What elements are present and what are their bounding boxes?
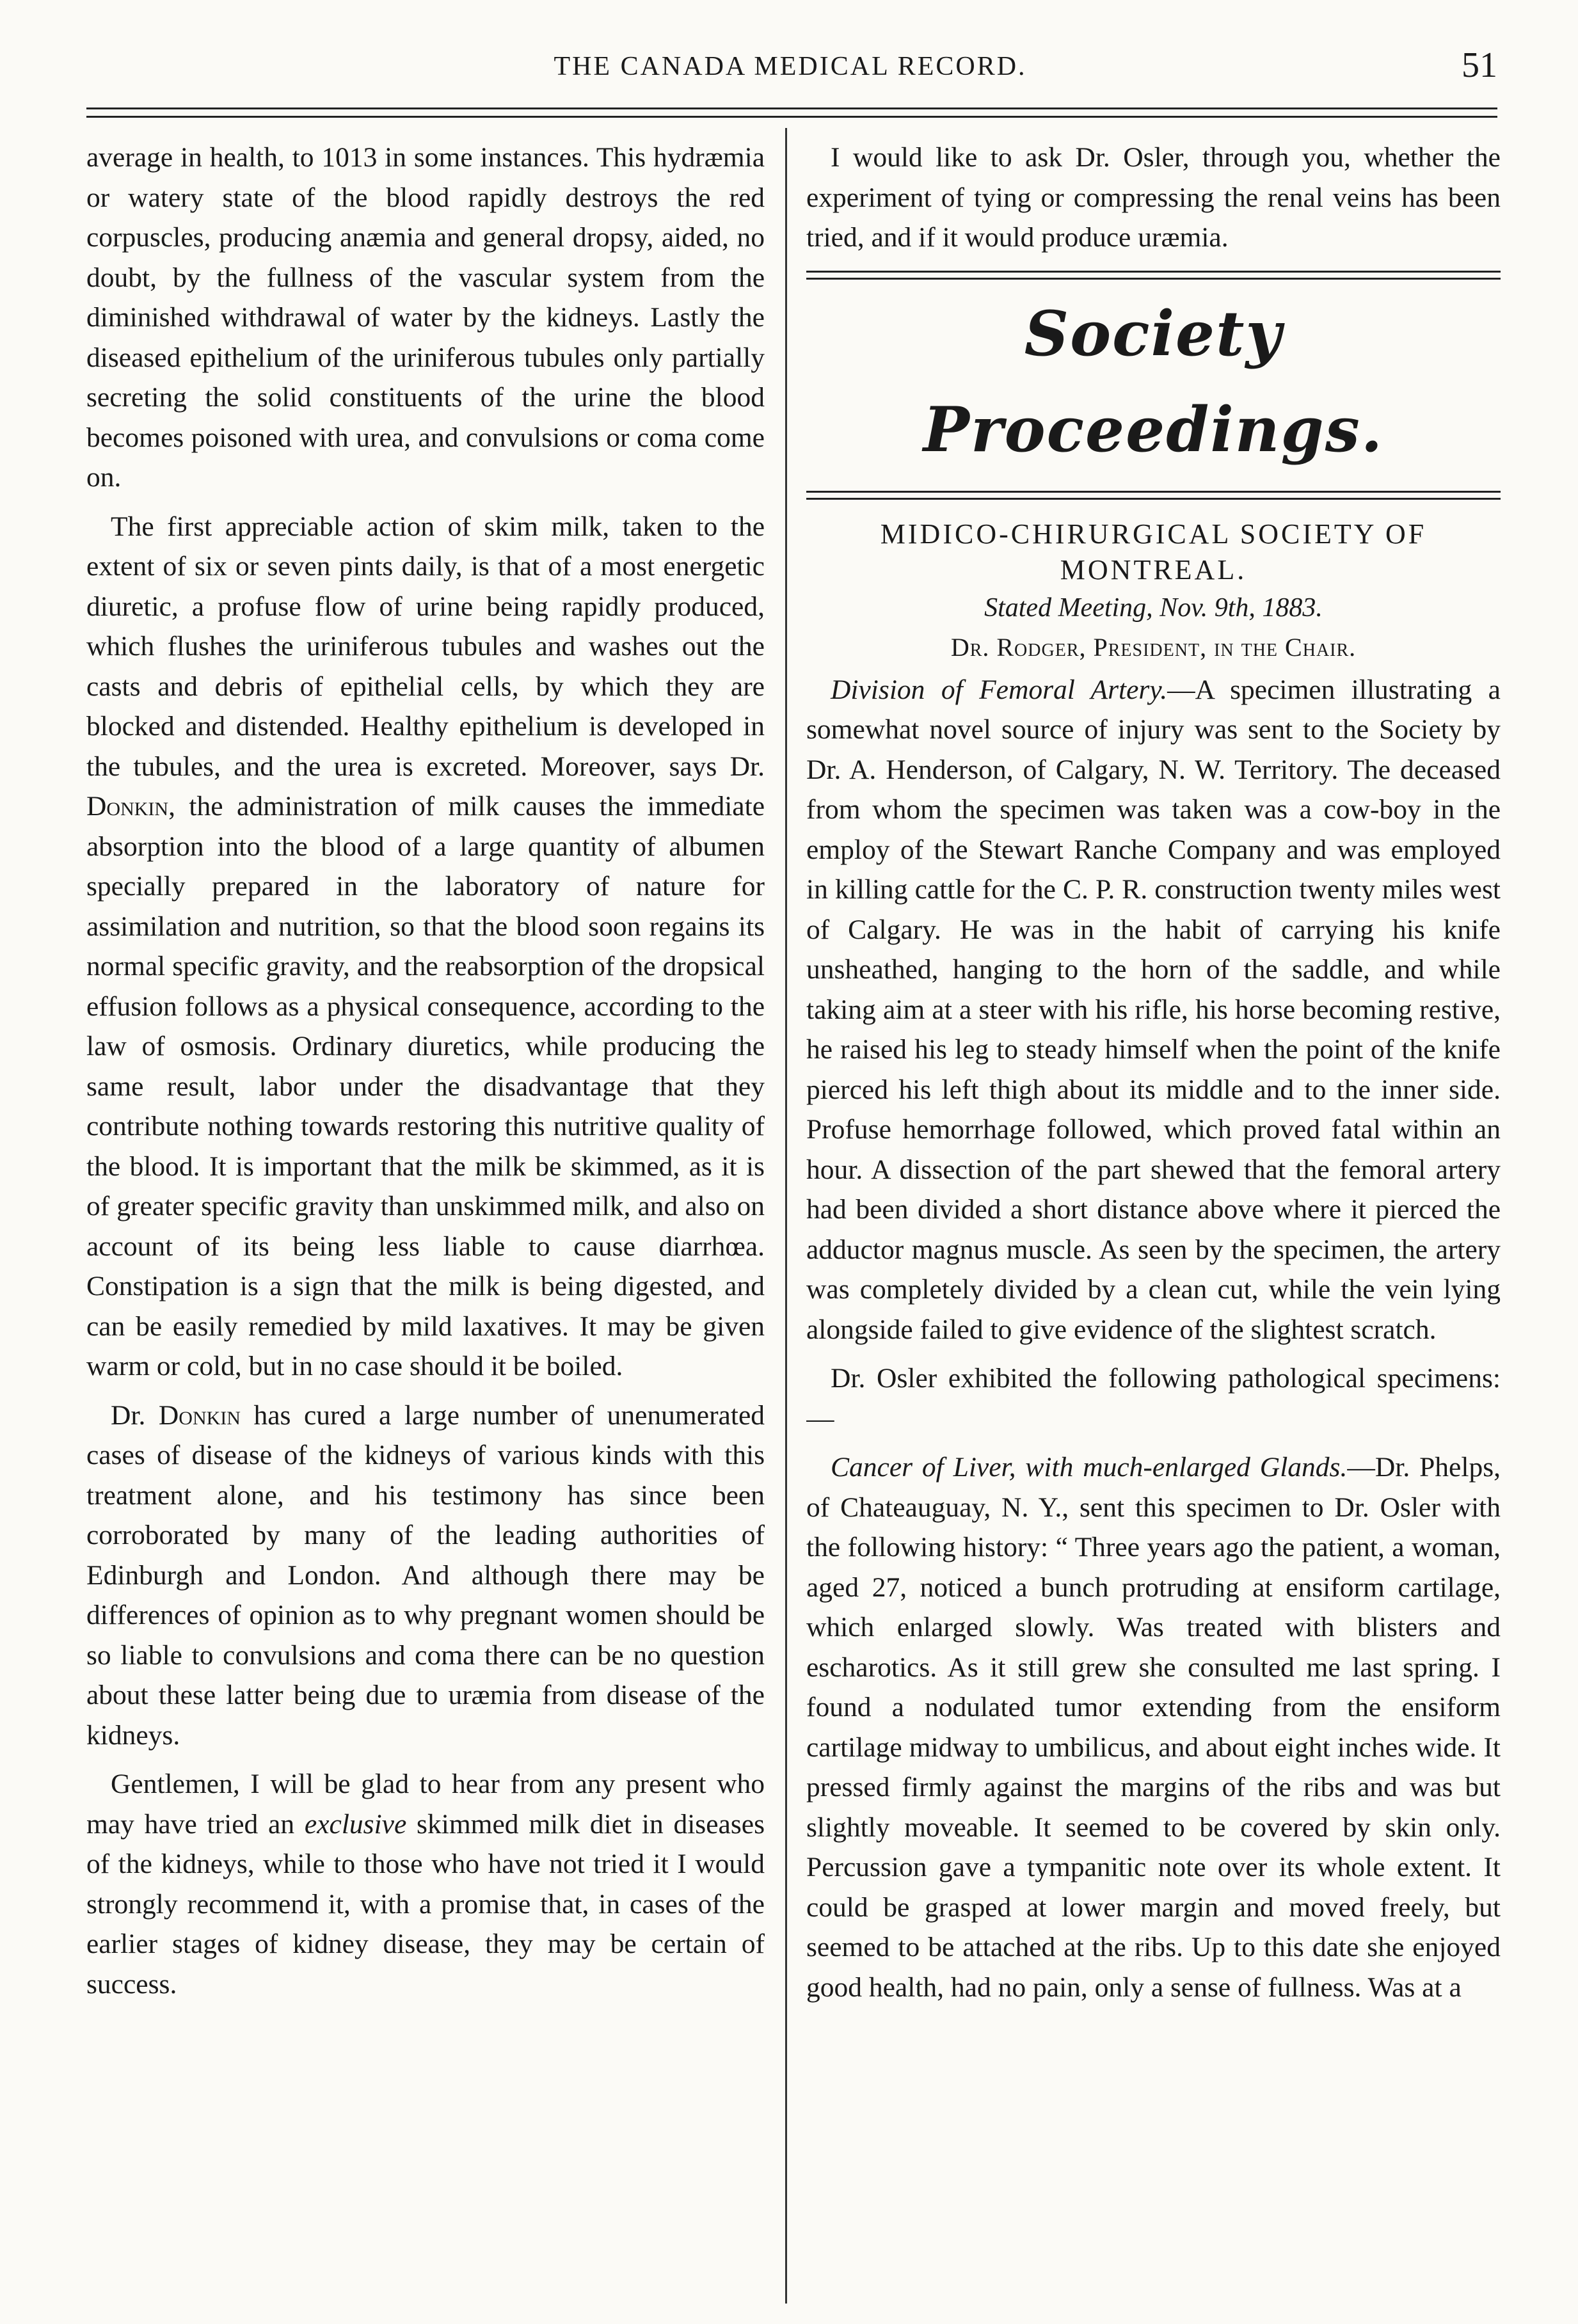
- emphasis: exclusive: [304, 1808, 407, 1840]
- paragraph: [86, 1396, 765, 1756]
- text-run: The first appreciable action of skim milk, taken to the extent of six or seven pints daily, is that of a most energetic diuretic, a profuse flow of urine being rapidly produced, which flushes the uriniferous tubules and washes out the casts and debris of epithelial cells, by which they are blocked and distended. Healthy epithelium is developed in the tubules, and the urea is excreted. Moreover, says Dr.: [86, 511, 765, 782]
- author-name: Donkin: [158, 1399, 241, 1431]
- paragraph: [86, 1764, 765, 2004]
- column-divider: [785, 128, 787, 2304]
- text-run: , the administration of milk causes the immediate absorption into the blood of a large quantity of albumen specially prepared in the laboratory of nature for assimilation and nutrition, so that the blood soon regains its normal specific gravity, and the reabsorption of the dropsical effusion follows as a physical consequence, according to the law of osmosis. Ordinary diuretics, while producing the same result, labor under the disadvantage that they contribute nothing towards restoring this nutritive quality of the blood. It is important that the milk be skimmed, as it is of greater specific gravity than unskimmed milk, and also on account of its being less liable to cause diarrhœa. Constipation is a sign that the milk is being digested, and can be easily remedied by mild laxatives. It may be given warm or cold, but in no case should it be boiled.: [86, 791, 765, 1381]
- page-number: 51: [1462, 45, 1497, 85]
- paragraph: [86, 507, 765, 1387]
- text-run: —Dr. Phelps, of Chateauguay, N. Y., sent this specimen to Dr. Osler with the following history: “ Three years ago the patient, a woman, aged 27, noticed a bunch protruding at ensiform cartilage, which enlarged slowly. Was treated with blisters and escharotics. As it still grew she consulted me last spring. I found a nodulated tumor extending from the ensiform cartilage midway to umbilicus, and about eight inches wide. It pressed firmly against the margins of the ribs and was but slightly moveable. It seemed to be covered by skin only. Percussion gave a tympanitic note over its whole extent. It could be grasped at lower margin and moved freely, but seemed to be attached at the ribs. Up to this date she enjoyed good health, had no pain, only a sense of fullness. Was at a: [806, 1452, 1501, 2003]
- section-title: Society Proceedings.: [923, 297, 1384, 466]
- paragraph: average in health, to 1013 in some instances. This hydræmia or watery state of the blood rapidly destroys the red corpuscles, producing anæmia and general dropsy, aided, no doubt, by the fullness of the vascular system from the diminished withdrawal of water by the kidneys. Lastly the diseased epithelium of the uriniferous tubules only partially secreting the solid constituents of the urine the blood becomes poisoned with urea, and convulsions or coma come on.: [86, 142, 765, 493]
- text-run: Dr.: [111, 1399, 159, 1431]
- right-column: [806, 138, 1501, 2300]
- text-run: Gentlemen, I will be glad to hear from any present who may have tried an: [86, 1769, 765, 1840]
- section-rule: [806, 491, 1501, 500]
- paragraph: I would like to ask Dr. Osler, through you, whether the experiment of tying or compressing the renal veins has been tried, and if it would produce uræmia.: [806, 142, 1501, 253]
- paragraph: Dr. Osler exhibited the following pathological specimens:—: [806, 1363, 1501, 1434]
- running-title: THE CANADA MEDICAL RECORD.: [554, 52, 1027, 81]
- text-run: —A specimen illustrating a somewhat novel source of injury was sent to the Society by Dr. A. Henderson, of Calgary, N. W. Territory. The deceased from whom the specimen was taken was a cow-boy in the employ of the Stewart Ranche Company and was employed in killing cattle for the C. P. R. construction twenty miles west of Calgary. He was in the habit of carrying his knife unsheathed, hanging to the horn of the saddle, and while taking aim at a steer with his rifle, his horse becoming restive, he raised his leg to steady himself when the point of the knife pierced his left thigh about its middle and to the inner side. Profuse hemorrhage followed, which proved fatal within an hour. A dissection of the part shewed that the femoral artery had been divided a short distance above where it pierced the adductor magnus muscle. As seen by the specimen, the artery was completely divided by a clean cut, while the vein lying alongside failed to give evidence of the slightest scratch.: [806, 674, 1501, 1345]
- run-in-heading: Division of Femoral Artery.: [831, 674, 1168, 705]
- paragraph: [806, 1447, 1501, 2007]
- text-run: skimmed milk diet in diseases of the kidneys, while to those who have not tried it I would strongly recommend it, with a promise that, in cases of the earlier stages of kidney disease, they may be certain of success.: [86, 1808, 765, 2000]
- running-header: [83, 45, 1497, 96]
- paragraph: [806, 670, 1501, 1350]
- chair-line: Dr. Rodger, President, in the Chair.: [950, 632, 1357, 662]
- society-name: MIDICO-CHIRURGICAL SOCIETY OF MONTREAL.: [880, 518, 1427, 585]
- text-run: has cured a large number of unenumerated cases of disease of the kidneys of various kinds with this treatment alone, and his testimony has since been corroborated by many of the leading authorities of Edinburgh and London. And although there may be differences of opinion as to why pregnant women should be so liable to convulsions and coma there can be no question about these latter being due to uræmia from disease of the kidneys.: [86, 1399, 765, 1751]
- meeting-date: Stated Meeting, Nov. 9th, 1883.: [984, 593, 1323, 623]
- header-rule: [86, 107, 1497, 118]
- section-rule: [806, 271, 1501, 280]
- author-name: Donkin: [86, 791, 169, 822]
- left-column: [86, 138, 765, 2300]
- run-in-heading: Cancer of Liver, with much-enlarged Glands.: [831, 1452, 1348, 1483]
